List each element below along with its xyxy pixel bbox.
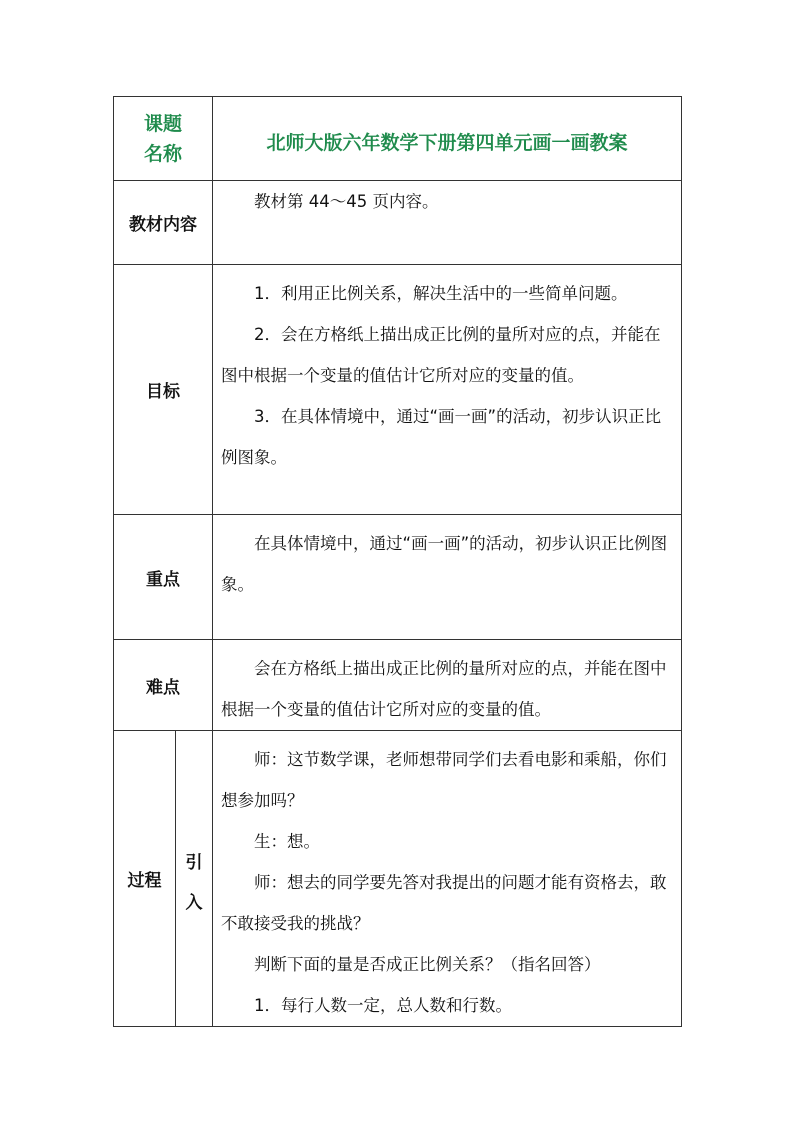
process-stage-line2: 入: [185, 893, 203, 913]
title-label-line2: 名称: [144, 142, 183, 165]
materials-label: 教材内容: [114, 181, 213, 265]
goal-item: 3．在具体情境中，通过“画一画”的活动，初步认识正比例图象。: [221, 407, 662, 467]
process-paragraph: 师：这节数学课，老师想带同学们去看电影和乘船，你们想参加吗？: [221, 750, 667, 810]
title-label-cell: [114, 97, 213, 181]
goals-label: 目标: [114, 265, 213, 515]
goal-item: 1．利用正比例关系，解决生活中的一些简单问题。: [254, 284, 628, 303]
materials-row: [114, 181, 682, 265]
process-row: [114, 731, 682, 1027]
key-point-row: [114, 515, 682, 640]
difficulty-content: [213, 640, 682, 731]
goal-item: 2．会在方格纸上描出成正比例的量所对应的点，并能在图中根据一个变量的值估计它所对应的变量的值。: [221, 325, 661, 385]
title-row: [114, 97, 682, 181]
process-paragraph: 师：想去的同学要先答对我提出的问题才能有资格去，敢不敢接受我的挑战？: [221, 873, 667, 933]
process-label: 过程: [114, 731, 176, 1027]
key-point-content: [213, 515, 682, 640]
goals-row: [114, 265, 682, 515]
difficulty-label: 难点: [114, 640, 213, 731]
process-paragraph: 判断下面的量是否成正比例关系？（指名回答）: [254, 955, 601, 974]
process-stage-cell: [176, 731, 213, 1027]
goals-content: [213, 265, 682, 515]
process-paragraph: 1．每行人数一定，总人数和行数。: [254, 996, 513, 1015]
lesson-plan-table: [113, 96, 682, 1027]
title-label-line1: 课题: [144, 112, 183, 135]
lesson-title: 北师大版六年数学下册第四单元画一画教案: [213, 97, 682, 181]
key-point-label: 重点: [114, 515, 213, 640]
difficulty-row: [114, 640, 682, 731]
key-point-text: 在具体情境中，通过“画一画”的活动，初步认识正比例图象。: [221, 534, 668, 594]
materials-content: [213, 181, 682, 265]
process-paragraph: 生：想。: [254, 832, 321, 851]
materials-text: 教材第 44～45 页内容。: [254, 192, 439, 211]
process-stage-line1: 引: [185, 853, 203, 873]
process-content: [213, 731, 682, 1027]
difficulty-text: 会在方格纸上描出成正比例的量所对应的点，并能在图中根据一个变量的值估计它所对应的变量的值。: [221, 659, 667, 719]
